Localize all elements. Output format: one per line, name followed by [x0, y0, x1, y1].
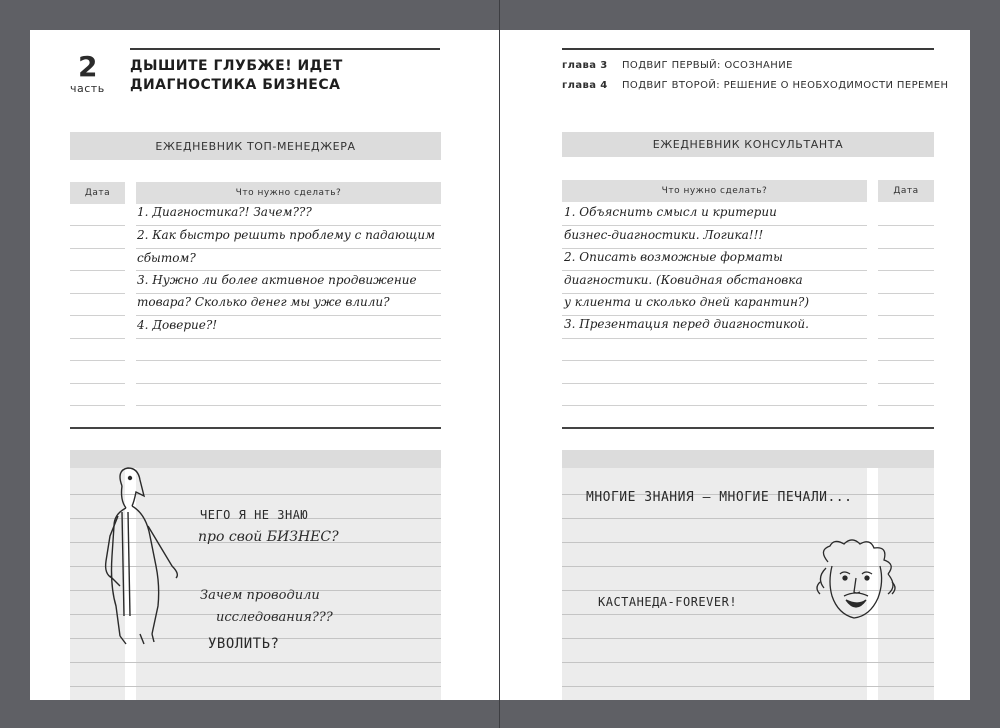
chapter-item [562, 75, 948, 95]
handwritten-note: МНОГИЕ ЗНАНИЯ — МНОГИЕ ПЕЧАЛИ... [586, 490, 853, 505]
scientist-face-sketch [808, 538, 900, 630]
ruled-line [70, 338, 125, 339]
chapter-number: глава 4 [562, 79, 608, 91]
ruled-line [878, 248, 934, 249]
task-line: товара? Сколько денег мы уже влили? [137, 295, 390, 309]
ruled-line [562, 686, 934, 687]
ruled-line [562, 638, 934, 639]
ruled-line [878, 315, 934, 316]
todo-header-label: Что нужно сделать? [661, 186, 768, 196]
handwritten-note: про свой БИЗНЕС? [198, 529, 339, 545]
chapter-list [562, 55, 948, 95]
handwritten-note: Зачем проводили [200, 588, 320, 603]
chapter-item [562, 55, 948, 75]
ruled-line [562, 315, 867, 316]
task-line: 2. Как быстро решить проблему с падающим [137, 228, 436, 242]
task-line: 3. Презентация перед диагностикой. [564, 317, 809, 331]
header-rule [130, 48, 440, 50]
ruled-line [562, 383, 867, 384]
section-divider [70, 427, 441, 429]
lower-header-band [562, 450, 934, 468]
task-line: 3. Нужно ли более активное продвижение [137, 273, 417, 287]
handwritten-note: КАСТАНЕДА-FOREVER! [598, 595, 738, 609]
ruled-line [136, 315, 441, 316]
ruled-line [878, 405, 934, 406]
ruled-line [562, 293, 867, 294]
part-title [130, 57, 343, 95]
todo-column-header [562, 180, 867, 202]
ruled-line [136, 270, 441, 271]
task-line: бизнес-диагностики. Логика!!! [564, 228, 764, 242]
ruled-line [70, 662, 441, 663]
part-number: 2 [78, 50, 98, 83]
task-line: 1. Диагностика?! Зачем??? [137, 205, 312, 219]
ruled-line [878, 270, 934, 271]
date-column-header [878, 180, 934, 202]
ruled-line [70, 270, 125, 271]
part-title-line-1: ДЫШИТЕ ГЛУБЖЕ! ИДЕТ [130, 58, 343, 74]
ruled-line [70, 686, 441, 687]
chapter-title: ПОДВИГ ВТОРОЙ: РЕШЕНИЕ О НЕОБХОДИМОСТИ ПЕРЕМЕН [622, 79, 949, 91]
ruled-line [70, 360, 125, 361]
ruled-line [562, 360, 867, 361]
ruled-line [136, 293, 441, 294]
todo-header-label: Что нужно сделать? [235, 188, 342, 198]
diary-title-band [70, 132, 441, 160]
ruled-line [70, 248, 125, 249]
left-page [30, 30, 500, 700]
handwritten-note: ЧЕГО Я НЕ ЗНАЮ [200, 508, 309, 522]
task-line: у клиента и сколько дней карантин?) [564, 295, 810, 309]
part-title-line-2: ДИАГНОСТИКА БИЗНЕСА [130, 77, 341, 93]
todo-column-header [136, 182, 441, 204]
task-line: 2. Описать возможные форматы [564, 250, 783, 264]
ruled-line [878, 293, 934, 294]
date-header-label: Дата [84, 188, 111, 198]
ruled-line [136, 248, 441, 249]
header-rule [562, 48, 934, 50]
ruled-line [562, 662, 934, 663]
ruled-line [136, 383, 441, 384]
ruled-line [562, 338, 867, 339]
task-line: 1. Объяснить смысл и критерии [564, 205, 777, 219]
ruled-line [70, 405, 125, 406]
ruled-line [878, 338, 934, 339]
ruled-line [878, 383, 934, 384]
part-label: часть [70, 82, 105, 95]
task-line: диагностики. (Ковидная обстановка [564, 273, 803, 287]
diary-title: ЕЖЕДНЕВНИК КОНСУЛЬТАНТА [652, 138, 844, 151]
ruled-line [136, 360, 441, 361]
handwritten-note: исследования??? [216, 610, 333, 625]
ruled-line [878, 225, 934, 226]
date-column-header [70, 182, 125, 204]
date-header-label: Дата [893, 186, 919, 196]
bird-man-sketch [100, 466, 190, 646]
diary-title: ЕЖЕДНЕВНИК ТОП-МЕНЕДЖЕРА [155, 139, 356, 153]
ruled-line [136, 405, 441, 406]
ruled-line [136, 338, 441, 339]
ruled-line [562, 248, 867, 249]
ruled-line [562, 225, 867, 226]
ruled-line [562, 518, 934, 519]
ruled-line [562, 405, 867, 406]
handwritten-note: УВОЛИТЬ? [208, 636, 280, 652]
task-line: 4. Доверие?! [137, 318, 218, 332]
right-page [500, 30, 970, 700]
diary-title-band [562, 132, 934, 157]
chapter-title: ПОДВИГ ПЕРВЫЙ: ОСОЗНАНИЕ [622, 59, 793, 71]
section-divider [562, 427, 934, 429]
chapter-number: глава 3 [562, 59, 608, 71]
ruled-line [70, 315, 125, 316]
task-line: сбытом? [137, 251, 196, 265]
ruled-line [878, 360, 934, 361]
ruled-line [70, 293, 125, 294]
ruled-line [136, 225, 441, 226]
ruled-line [70, 225, 125, 226]
ruled-line [70, 383, 125, 384]
ruled-line [562, 270, 867, 271]
